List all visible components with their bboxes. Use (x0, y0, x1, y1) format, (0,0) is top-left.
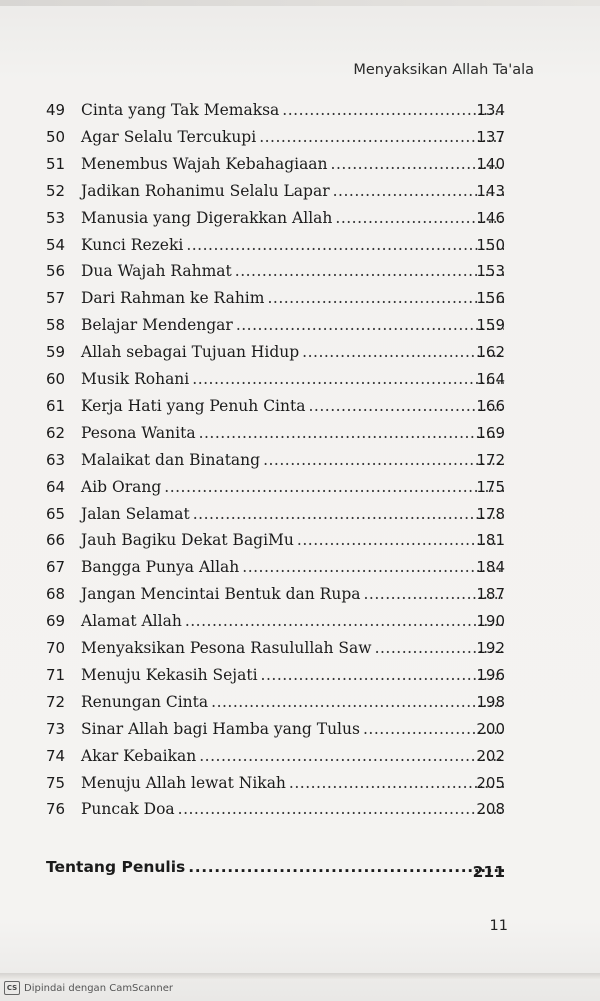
toc-row (0, 312, 600, 338)
chapter-entry (81, 258, 504, 284)
page-number: 11 (489, 918, 508, 934)
chapter-title: Menembus Wajah Kebahagiaan (81, 154, 328, 173)
chapter-entry (81, 124, 504, 150)
toc-row (0, 581, 600, 607)
chapter-page: 164 (476, 370, 505, 388)
chapter-number: 50 (46, 127, 66, 146)
chapter-title: Puncak Doa (81, 800, 175, 819)
dot-leader (193, 501, 504, 527)
chapter-number: 51 (46, 154, 66, 173)
chapter-title: Belajar Mendengar (81, 316, 233, 335)
dot-leader (236, 312, 504, 338)
chapter-page: 198 (476, 692, 505, 711)
toc-row (0, 527, 600, 553)
chapter-title: Alamat Allah (81, 612, 182, 631)
chapter-entry (81, 796, 504, 822)
about-author-title: Tentang Penulis (46, 858, 186, 876)
toc-row (0, 689, 600, 715)
dot-leader (192, 366, 504, 392)
chapter-entry (81, 770, 504, 796)
running-header: Menyaksikan Allah Ta'ala (353, 62, 534, 78)
chapter-entry (81, 178, 504, 204)
toc-row (0, 339, 600, 365)
chapter-number: 57 (46, 289, 66, 308)
chapter-number: 54 (46, 235, 66, 254)
toc-row (0, 554, 600, 580)
toc-row (0, 743, 600, 769)
toc-row (0, 393, 600, 419)
chapter-page: 156 (476, 289, 505, 308)
chapter-number: 74 (46, 746, 66, 765)
dot-leader (178, 796, 504, 822)
dot-leader (185, 608, 504, 634)
chapter-entry (81, 366, 504, 392)
chapter-title: Agar Selalu Tercukupi (81, 127, 257, 146)
chapter-entry (81, 743, 504, 769)
chapter-number: 75 (46, 773, 66, 792)
chapter-entry (81, 312, 504, 338)
chapter-entry (81, 554, 504, 580)
chapter-title: Malaikat dan Binatang (81, 450, 261, 469)
scanner-watermark (4, 981, 173, 995)
chapter-number: 63 (46, 450, 66, 469)
scanner-watermark-text: Dipindai dengan CamScanner (24, 982, 173, 994)
chapter-page: 134 (476, 101, 505, 119)
dot-leader (186, 232, 504, 258)
chapter-page: 175 (476, 477, 505, 496)
chapter-number: 53 (46, 208, 66, 227)
chapter-number: 72 (46, 692, 66, 711)
toc-row (0, 232, 600, 258)
chapter-entry (81, 608, 504, 634)
chapter-number: 58 (46, 316, 66, 335)
chapter-number: 52 (46, 181, 66, 200)
chapter-title: Jadikan Rohanimu Selalu Lapar (81, 181, 330, 200)
toc-row (0, 97, 600, 123)
chapter-page: 208 (476, 800, 505, 819)
toc-row-about-author (46, 858, 504, 886)
chapter-title: Menyaksikan Pesona Rasulullah Saw (81, 639, 372, 657)
toc-row (0, 662, 600, 688)
chapter-number: 70 (46, 639, 66, 657)
chapter-title: Cinta yang Tak Memaksa (81, 101, 280, 119)
chapter-number: 61 (46, 396, 66, 415)
toc-row (0, 770, 600, 796)
chapter-title: Akar Kebaikan (81, 746, 197, 765)
chapter-page: 146 (476, 208, 505, 227)
toc-row (0, 420, 600, 446)
chapter-number: 59 (46, 343, 66, 362)
chapter-page: 172 (476, 450, 505, 469)
chapter-entry (81, 689, 504, 715)
chapter-entry (81, 447, 504, 473)
chapter-page: 162 (476, 343, 505, 362)
chapter-entry (81, 581, 504, 607)
chapter-number: 62 (46, 423, 66, 442)
toc-row (0, 501, 600, 527)
dot-leader (164, 474, 504, 500)
chapter-entry (81, 420, 504, 446)
toc-row (0, 124, 600, 150)
chapter-number: 49 (46, 101, 66, 119)
chapter-title: Dua Wajah Rahmat (81, 262, 232, 281)
page-top-edge (0, 0, 600, 6)
chapter-page: 153 (476, 262, 505, 281)
chapter-number: 71 (46, 665, 66, 684)
chapter-number: 64 (46, 477, 66, 496)
chapter-page: 140 (476, 154, 505, 173)
chapter-entry (81, 393, 504, 419)
toc-row (0, 285, 600, 311)
chapter-title: Jalan Selamat (81, 504, 190, 523)
chapter-entry (81, 527, 504, 553)
chapter-number: 56 (46, 262, 66, 281)
chapter-title: Kunci Rezeki (81, 235, 184, 254)
chapter-title: Dari Rahman ke Rahim (81, 289, 265, 308)
chapter-number: 76 (46, 800, 66, 819)
chapter-entry (81, 474, 504, 500)
chapter-entry (81, 97, 504, 123)
chapter-entry (81, 716, 504, 742)
chapter-page: 196 (476, 665, 505, 684)
chapter-page: 159 (476, 316, 505, 335)
toc-row (0, 474, 600, 500)
chapter-page: 137 (476, 127, 505, 146)
chapter-page: 200 (476, 719, 505, 738)
chapter-page: 166 (476, 396, 505, 415)
chapter-page: 205 (476, 773, 505, 792)
chapter-page: 178 (476, 504, 505, 523)
toc-row (0, 447, 600, 473)
chapter-title: Aib Orang (81, 477, 162, 496)
dot-leader (211, 689, 504, 715)
chapter-title: Kerja Hati yang Penuh Cinta (81, 396, 306, 415)
chapter-number: 65 (46, 504, 66, 523)
chapter-page: 181 (476, 531, 505, 550)
chapter-title: Allah sebagai Tujuan Hidup (81, 343, 300, 362)
page-bottom-edge (0, 973, 600, 979)
chapter-page: 143 (476, 181, 505, 200)
chapter-entry (81, 232, 504, 258)
chapter-entry (81, 662, 504, 688)
toc-row (0, 608, 600, 634)
toc-row (0, 151, 600, 177)
about-author-page: 211 (472, 863, 505, 881)
chapter-page: 190 (476, 612, 505, 631)
dot-leader (188, 858, 504, 876)
chapter-title: Menuju Kekasih Sejati (81, 665, 258, 684)
chapter-number: 69 (46, 612, 66, 631)
chapter-title: Jangan Mencintai Bentuk dan Rupa (81, 585, 361, 604)
toc-row (0, 716, 600, 742)
chapter-number: 73 (46, 719, 66, 738)
dot-leader (199, 743, 504, 769)
chapter-entry (81, 285, 504, 311)
chapter-page: 184 (476, 558, 505, 577)
chapter-number: 67 (46, 558, 66, 577)
chapter-page: 150 (476, 235, 505, 254)
chapter-entry (81, 205, 504, 231)
chapter-entry (81, 151, 504, 177)
chapter-title: Pesona Wanita (81, 423, 196, 442)
toc-row (0, 366, 600, 392)
chapter-page: 192 (476, 639, 505, 657)
chapter-title: Renungan Cinta (81, 692, 209, 711)
chapter-page: 169 (476, 423, 505, 442)
toc-row (0, 205, 600, 231)
chapter-number: 68 (46, 585, 66, 604)
chapter-number: 60 (46, 370, 66, 388)
chapter-title: Jauh Bagiku Dekat BagiMu (81, 531, 294, 550)
toc-row (0, 796, 600, 822)
toc-row (0, 635, 600, 661)
chapter-title: Menuju Allah lewat Nikah (81, 773, 286, 792)
chapter-entry (81, 501, 504, 527)
chapter-entry (81, 339, 504, 365)
chapter-title: Sinar Allah bagi Hamba yang Tulus (81, 719, 360, 738)
dot-leader (199, 420, 504, 446)
chapter-title: Manusia yang Digerakkan Allah (81, 208, 333, 227)
chapter-page: 187 (476, 585, 505, 604)
toc-row (0, 258, 600, 284)
chapter-title: Musik Rohani (81, 370, 190, 388)
dot-leader (235, 258, 504, 284)
camscanner-icon: CS (4, 981, 20, 995)
toc-row (0, 178, 600, 204)
chapter-page: 202 (476, 746, 505, 765)
chapter-title: Bangga Punya Allah (81, 558, 240, 577)
chapter-number: 66 (46, 531, 66, 550)
chapter-entry (81, 635, 504, 661)
